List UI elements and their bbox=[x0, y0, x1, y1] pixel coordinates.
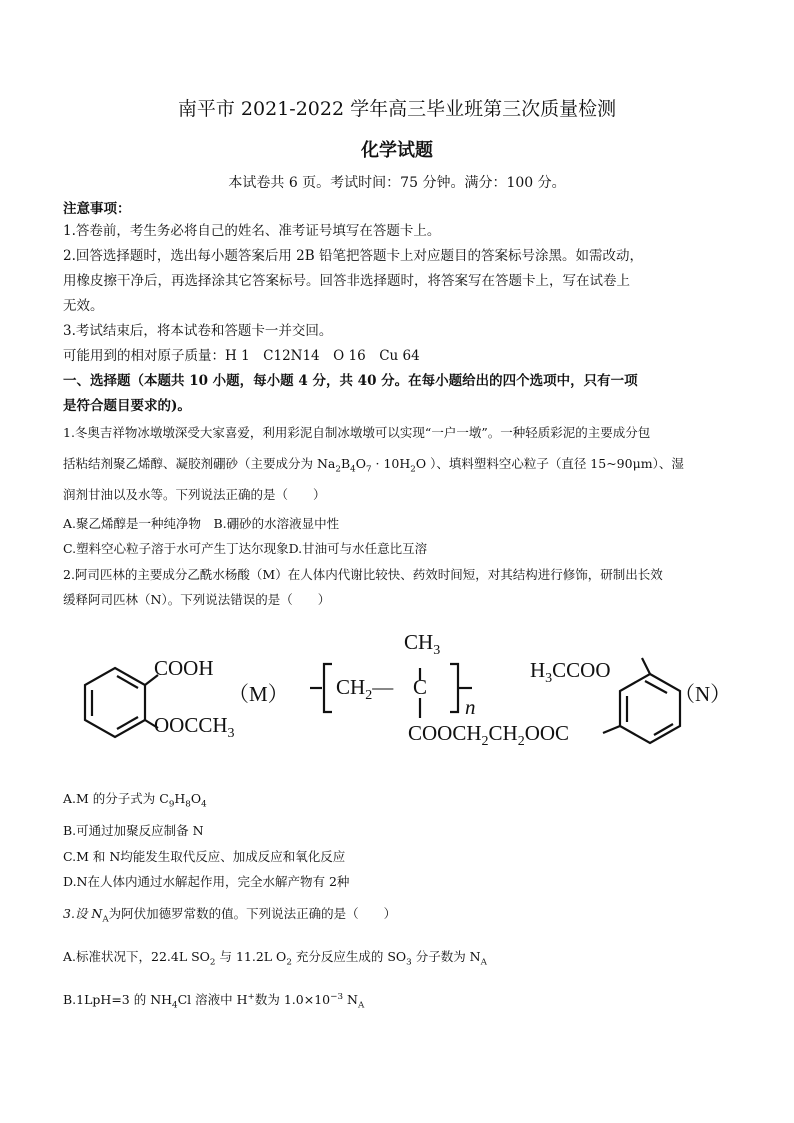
q2-option-b: B.可通过加聚反应制备 N bbox=[63, 823, 204, 838]
n-methyl-group: $CH_3$ bbox=[404, 630, 441, 658]
q1-option-c-d: C.塑料空心粒子溶于水可产生丁达尔现象D.甘油可与水任意比互溶 bbox=[63, 541, 428, 556]
benzene-ring-n bbox=[603, 658, 680, 743]
note-3: 3.考试结束后，将本试卷和答题卡一并交回。 bbox=[63, 323, 333, 339]
note-1: 1.答卷前，考生务必将自己的姓名、准考证号填写在答题卡上。 bbox=[63, 223, 441, 239]
note-2-line-2: 用橡皮擦干净后，再选择涂其它答案标号。回答非选择题时，将答案写在答题卡上，写在试卷上 bbox=[63, 273, 630, 289]
n-ch2-group: $CH_2—$ bbox=[336, 675, 394, 703]
m-compound-label: （M） bbox=[228, 682, 289, 706]
q1-line-1: 1.冬奥吉祥物冰墩墩深受大家喜爱，利用彩泥自制冰墩墩可以实现“一户一墩”。一种轻质彩泥的主要成分包 bbox=[63, 425, 651, 440]
section-1-heading-line-2: 是符合题目要求的)。 bbox=[63, 398, 191, 414]
exam-subtitle: 化学试题 bbox=[361, 140, 433, 161]
chemical-structures bbox=[70, 628, 750, 753]
note-2-line-1: 2.回答选择题时，选出每小题答案后用 2B 铅笔把答题卡上对应题目的答案标号涂黑。如需改动， bbox=[63, 248, 643, 264]
q3-stem: 3.设 $N_A$为阿伏加德罗常数的值。下列说法正确的是（ ） bbox=[63, 906, 397, 925]
q1-line-2: 括粘结剂聚乙烯醇、凝胶剂硼砂（主要成分为 $Na_2B_4O_7 \cdot 10H_2O$ ）、填料塑料空心粒子（直径 15~90μm）、湿 bbox=[63, 456, 684, 475]
n-compound-label: （N） bbox=[674, 682, 732, 706]
benzene-ring-m bbox=[85, 668, 158, 737]
q2-option-d: D.N在人体内通过水解起作用，完全水解产物有 2种 bbox=[63, 874, 350, 889]
q3-option-b: B.1LpH=3 的 $NH_4Cl$ 溶液中 H+数为 $1.0\times 10^{-3}$ $N_A$ bbox=[63, 991, 365, 1011]
note-2-line-3: 无效。 bbox=[63, 298, 104, 314]
polymer-repeat-n: n bbox=[465, 695, 476, 719]
exam-info: 本试卷共 6 页。考试时间：75 分钟。满分：100 分。 bbox=[228, 175, 566, 191]
q1-option-a-b: A.聚乙烯醇是一种纯净物 B.硼砂的水溶液显中性 bbox=[63, 516, 340, 531]
q2-option-a: A.M 的分子式为 $C_9H_8O_4$ bbox=[63, 791, 207, 810]
q2-option-c: C.M 和 N均能发生取代反应、加成反应和氧化反应 bbox=[63, 849, 346, 864]
notes-heading: 注意事项： bbox=[63, 201, 131, 217]
n-acetoxy-label: $H_3CCOO$ bbox=[530, 658, 611, 686]
q2-line-2: 缓释阿司匹林（N）。下列说法错误的是（ ） bbox=[63, 592, 331, 607]
m-oocch3-label: $OOCCH_3$ bbox=[154, 713, 235, 741]
section-1-heading-line-1: 一、选择题（本题共 10 小题，每小题 4 分，共 40 分。在每小题给出的四个选项中，只有一项 bbox=[63, 373, 638, 389]
q2-line-1: 2.阿司匹林的主要成分乙酰水杨酸（M）在人体内代谢比较快、药效时间短，对其结构进行修饰，研制出长效 bbox=[63, 567, 663, 582]
q3-option-a: A.标准状况下，22.4L $SO_2$ 与 11.2L $O_2$ 充分反应生成的 $SO_3$ 分子数为 $N_A$ bbox=[63, 949, 487, 968]
n-quaternary-carbon: C bbox=[413, 675, 428, 699]
n-ester-chain: $COOCH_2CH_2OOC$ bbox=[408, 721, 570, 749]
atomic-masses: 可能用到的相对原子质量：H 1 C12N14 O 16 Cu 64 bbox=[63, 348, 420, 364]
q1-line-3: 润剂甘油以及水等。下列说法正确的是（ ） bbox=[63, 487, 326, 502]
m-cooh-label: COOH bbox=[154, 656, 214, 680]
exam-title: 南平市 2021-2022 学年高三毕业班第三次质量检测 bbox=[177, 98, 617, 120]
